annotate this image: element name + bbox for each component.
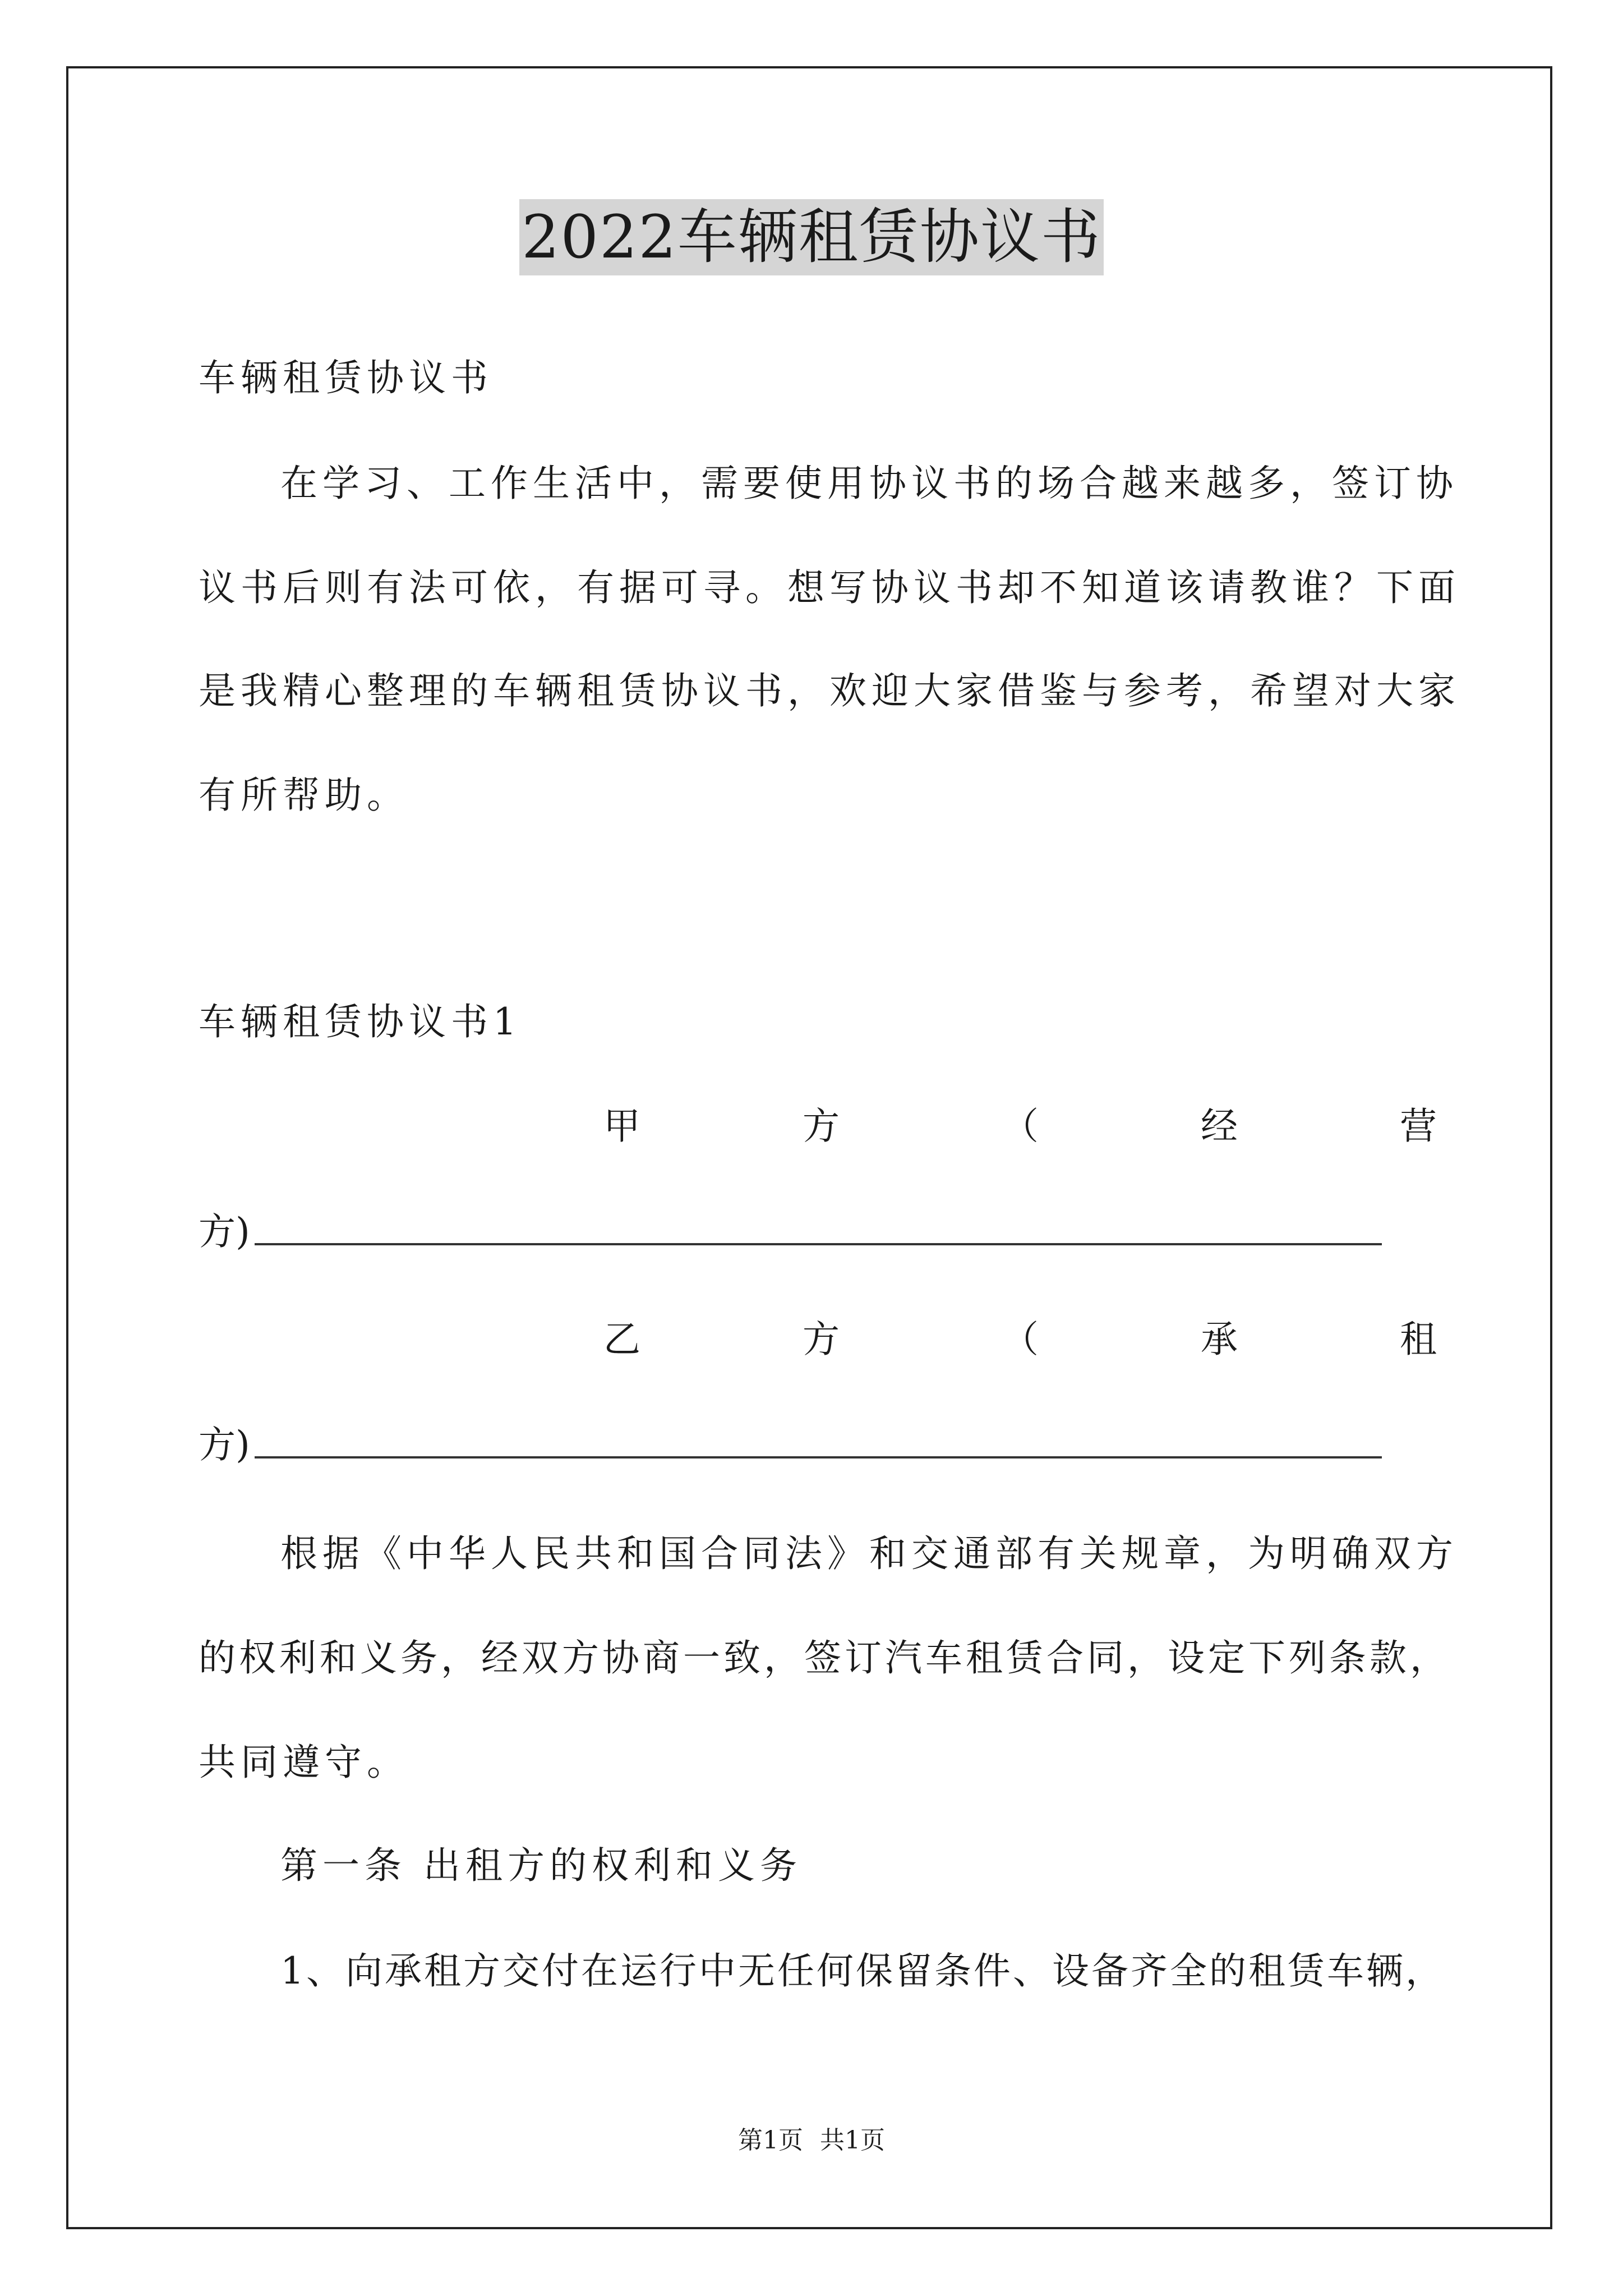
party-a-char: （ (1002, 1105, 1039, 1148)
preamble-line-2: 的权利和义务，经双方协商一致，签订汽车租赁合同，设定下列条款， (199, 1636, 1450, 1680)
intro-line-3: 是我精心整理的车辆租赁协议书，欢迎大家借鉴与参考，希望对大家 (199, 669, 1460, 712)
title-container (0, 199, 1623, 275)
party-a-field (199, 1209, 1382, 1254)
intro-line-4: 有所帮助。 (199, 774, 409, 817)
party-a-char: 经 (1201, 1105, 1238, 1148)
party-b-blank-line (255, 1456, 1382, 1458)
party-a-char: 方 (803, 1105, 840, 1148)
party-b-label (603, 1317, 1437, 1362)
party-b-char: 乙 (603, 1318, 640, 1361)
article-1-heading: 第一条 出租方的权利和义务 (280, 1844, 802, 1887)
party-b-tail: 方) (199, 1423, 250, 1466)
preamble-line-3: 共同遵守。 (199, 1741, 409, 1784)
document-subtitle: 车辆租赁协议书 (199, 356, 493, 399)
party-b-char: （ (1002, 1318, 1039, 1361)
intro-line-1: 在学习、工作生活中，需要使用协议书的场合越来越多，签订协 (280, 462, 1458, 505)
party-b-char: 方 (803, 1318, 840, 1361)
party-a-char: 营 (1400, 1105, 1437, 1148)
party-a-char: 甲 (603, 1105, 640, 1148)
party-b-char: 承 (1201, 1318, 1238, 1361)
preamble-line-1: 根据《中华人民共和国合同法》和交通部有关规章，为明确双方 (280, 1532, 1458, 1575)
document-title: 2022车辆租赁协议书 (519, 199, 1104, 275)
footer-page-number: 第1页 (738, 2126, 803, 2155)
party-b-field (199, 1423, 1382, 1467)
party-b-char: 租 (1400, 1318, 1437, 1361)
page-footer (0, 2125, 1623, 2156)
party-a-tail: 方) (199, 1210, 250, 1253)
party-a-label (603, 1104, 1437, 1149)
party-a-blank-line (255, 1243, 1382, 1245)
section-title: 车辆租赁协议书1 (199, 1000, 522, 1043)
article-1-item-1: 1、向承租方交付在运行中无任何保留条件、设备齐全的租赁车辆， (280, 1949, 1445, 1993)
intro-line-2: 议书后则有法可依，有据可寻。想写协议书却不知道该请教谁？下面 (199, 566, 1460, 609)
footer-total-pages: 共1页 (820, 2126, 885, 2155)
